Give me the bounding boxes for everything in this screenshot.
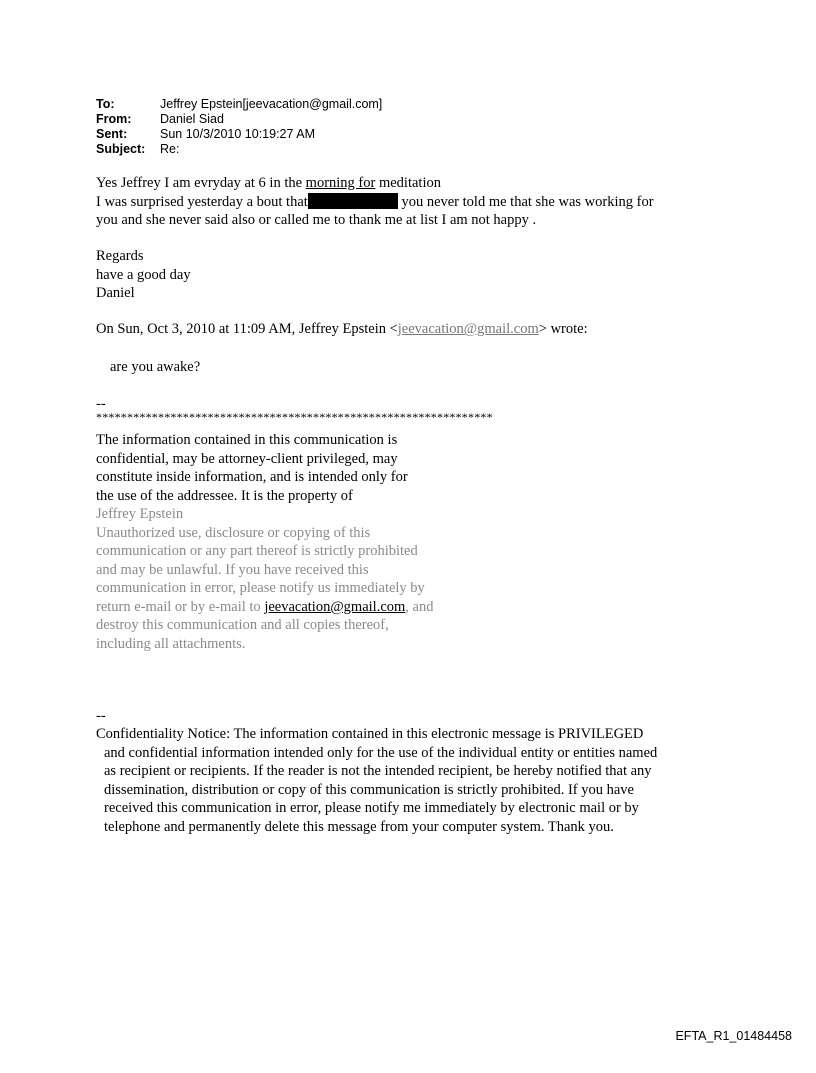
message-line-1 xyxy=(96,174,654,193)
disclaimer-gray-line: communication in error, please notify us immediately by xyxy=(96,580,425,596)
from-value: Daniel Siad xyxy=(160,112,224,126)
disclaimer-return-line xyxy=(96,598,433,617)
from-row xyxy=(96,112,382,127)
disclaimer-line: the use of the addressee. It is the property of xyxy=(96,487,353,504)
message-line-2-end: you never told me that she was working for xyxy=(397,193,654,210)
subject-label: Subject: xyxy=(96,142,146,156)
signature-dashes: -- xyxy=(96,396,106,412)
from-label: From: xyxy=(96,112,132,126)
quoted-message: are you awake? xyxy=(110,359,201,375)
disclaimer-gray-line: destroy this communication and all copies thereof, xyxy=(96,617,389,633)
confidentiality-line: dissemination, distribution or copy of this communication is strictly prohibited. If you have xyxy=(104,781,634,798)
signature xyxy=(96,247,191,303)
disclaimer-gray-line: including all attachments. xyxy=(96,635,246,652)
sent-value: Sun 10/3/2010 10:19:27 AM xyxy=(160,127,315,141)
disclaimer xyxy=(96,431,433,653)
confidentiality-line: and confidential information intended only for the use of the individual entity or entities named xyxy=(104,744,658,761)
confidentiality-line: telephone and permanently delete this message from your computer system. Thank you. xyxy=(104,818,614,835)
to-row xyxy=(96,97,382,112)
message-line-2-start: I was surprised yesterday a bout that xyxy=(96,193,308,210)
signature-line-2: have a good day xyxy=(96,266,191,283)
to-value: Jeffrey Epstein[jeevacation@gmail.com] xyxy=(160,97,383,111)
disclaimer-line: constitute inside information, and is intended only for xyxy=(96,469,408,485)
confidentiality-line: received this communication in error, please notify me immediately by electronic mail or by xyxy=(104,800,639,816)
disclaimer-gray-line: Unauthorized use, disclosure or copying of this xyxy=(96,524,371,541)
quote-email-link[interactable]: jeevacation@gmail.com xyxy=(397,321,539,337)
disclaimer-gray-line: Jeffrey Epstein xyxy=(96,506,184,522)
message-line-1-underlined: morning for xyxy=(305,175,376,191)
quote-intro-start: On Sun, Oct 3, 2010 at 11:09 AM, Jeffrey Epstein < xyxy=(96,321,398,337)
subject-value: Re: xyxy=(160,142,180,156)
to-label: To: xyxy=(96,97,115,111)
redaction-box xyxy=(308,193,398,209)
subject-row xyxy=(96,142,382,157)
document-id: EFTA_R1_01484458 xyxy=(675,1029,792,1043)
disclaimer-return-end: , and xyxy=(405,598,434,615)
message-line-1-start: Yes Jeffrey I am evryday at 6 in the xyxy=(96,175,306,191)
message-line-2 xyxy=(96,193,654,212)
confidentiality-line: as recipient or recipients. If the reader is not the intended recipient, be hereby notified that any xyxy=(104,763,652,779)
quote-intro xyxy=(96,320,588,339)
confidentiality-line: Confidentiality Notice: The information contained in this electronic message is PRIVILEGED xyxy=(96,726,644,742)
signature-line-1: Regards xyxy=(96,248,144,264)
email-header xyxy=(96,97,382,157)
sent-row xyxy=(96,127,382,142)
disclaimer-return-start: return e-mail or by e-mail to xyxy=(96,598,265,615)
star-separator: **************************************************************** xyxy=(96,410,493,424)
disclaimer-gray-line: communication or any part thereof is strictly prohibited xyxy=(96,543,418,559)
disclaimer-email-link[interactable]: jeevacation@gmail.com xyxy=(264,598,406,615)
confidentiality-notice xyxy=(96,725,657,836)
message-line-3: you and she never said also or called me to thank me at list I am not happy . xyxy=(96,212,537,228)
confidentiality-dashes: -- xyxy=(96,708,106,724)
message-body xyxy=(96,174,654,230)
disclaimer-line: The information contained in this communication is xyxy=(96,432,398,448)
disclaimer-line: confidential, may be attorney-client privileged, may xyxy=(96,450,398,467)
message-line-1-end: meditation xyxy=(375,175,441,191)
quote-intro-end: > wrote: xyxy=(538,321,588,337)
sent-label: Sent: xyxy=(96,127,128,141)
disclaimer-gray-line: and may be unlawful. If you have received this xyxy=(96,561,369,578)
signature-line-3: Daniel xyxy=(96,285,135,301)
